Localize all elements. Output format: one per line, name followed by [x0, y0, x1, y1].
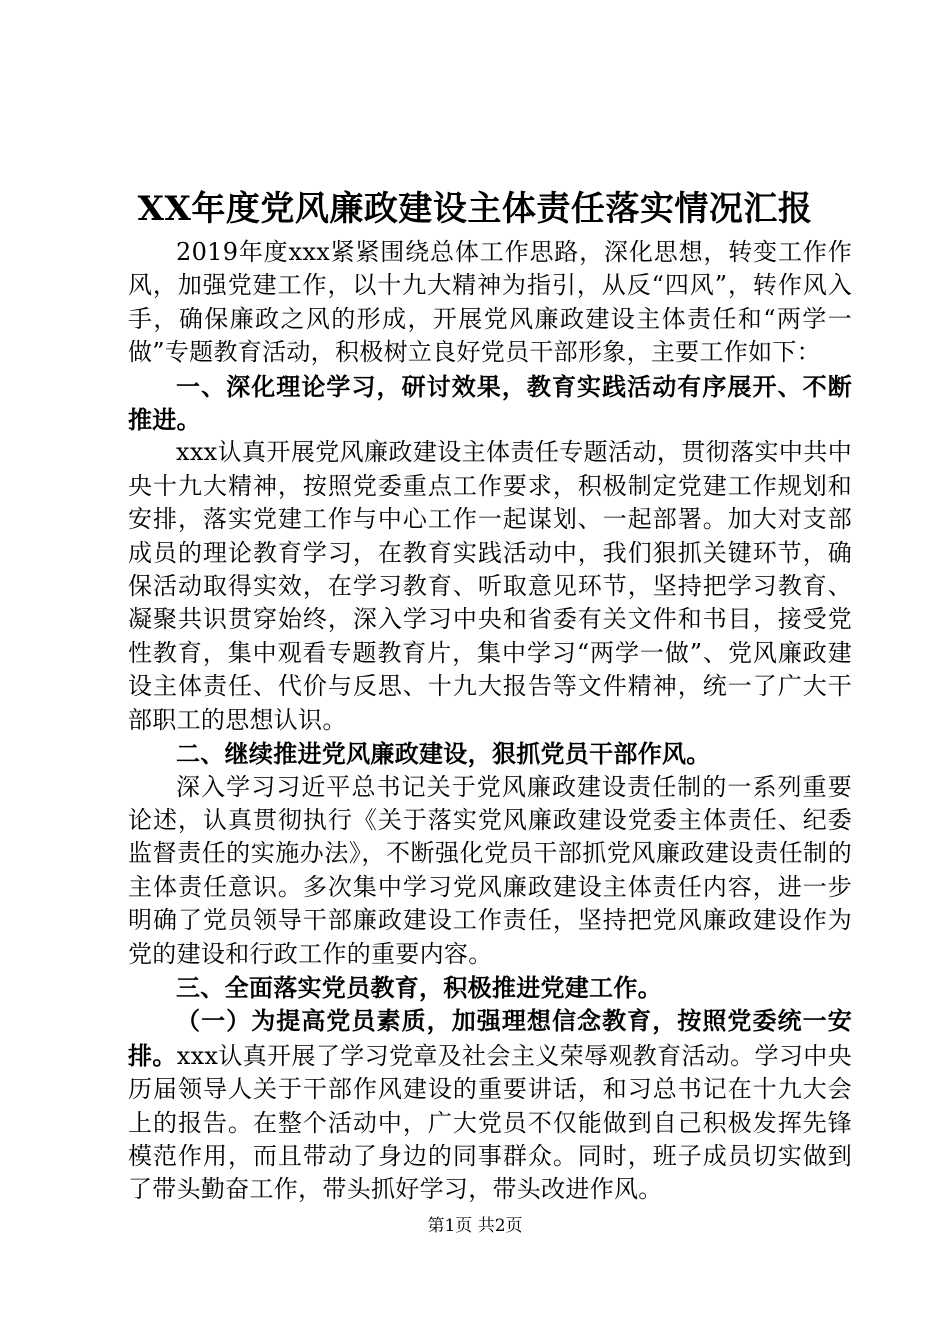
subsection-heading-1: （一）为提高党员素质，加强理想信念教育，按照党委统一安排。 [128, 1006, 852, 1070]
section-heading-2: 二、继续推进党风廉政建设，狠抓党员干部作风。 [176, 739, 711, 769]
page-footer: 第1页 共2页 [427, 1216, 523, 1236]
subsection-1-text: xxx认真开展了学习党章及社会主义荣辱观教育活动。学习中央历届领导人关于干部作风建设的重要讲话，和习总书记在十九大会上的报告。在整个活动中，广大党员不仅能做到自己积极发挥先锋模范作用，而且带动了身边的同事群众。同时，班子成员切实做到了带头勤奋工作，带头抓好学习，带头改进作风。 [128, 1041, 852, 1204]
section-heading-1: 一、深化理论学习，研讨效果，教育实践活动有序展开、不断推进。 [128, 371, 852, 435]
document-title: XX年度党风廉政建设主体责任落实情况汇报 [137, 189, 813, 229]
section-3-paragraph [128, 1004, 852, 1206]
document-body [128, 236, 852, 1207]
section-1-paragraph: xxx认真开展党风廉政建设主体责任专题活动，贯彻落实中共中央十九大精神，按照党委重点工作要求，积极制定党建工作规划和安排，落实党建工作与中心工作一起谋划、一起部署。加大对支部成员的理论教育学习，在教育实践活动中，我们狠抓关键环节，确保活动取得实效，在学习教育、听取意见环节，坚持把学习教育、凝聚共识贯穿始终，深入学习中央和省委有关文件和书目，接受党性教育，集中观看专题教育片，集中学习“两学一做”、党风廉政建设主体责任、代价与反思、十九大报告等文件精神，统一了广大干部职工的思想认识。 [128, 438, 852, 734]
section-2-paragraph: 深入学习习近平总书记关于党风廉政建设责任制的一系列重要论述，认真贯彻执行《关于落实党风廉政建设党委主体责任、纪委监督责任的实施办法》，不断强化党员干部抓党风廉政建设责任制的主体责任意识。多次集中学习党风廉政建设主体责任内容，进一步明确了党员领导干部廉政建设工作责任，坚持把党风廉政建设作为党的建设和行政工作的重要内容。 [128, 772, 852, 968]
intro-paragraph: 2019年度xxx紧紧围绕总体工作思路，深化思想，转变工作作风，加强党建工作，以十九大精神为指引，从反“四风”，转作风入手，确保廉政之风的形成，开展党风廉政建设主体责任和“两学一做”专题教育活动，积极树立良好党员干部形象，主要工作如下： [128, 238, 852, 367]
section-heading-3: 三、全面落实党员教育，积极推进党建工作。 [176, 972, 662, 1002]
